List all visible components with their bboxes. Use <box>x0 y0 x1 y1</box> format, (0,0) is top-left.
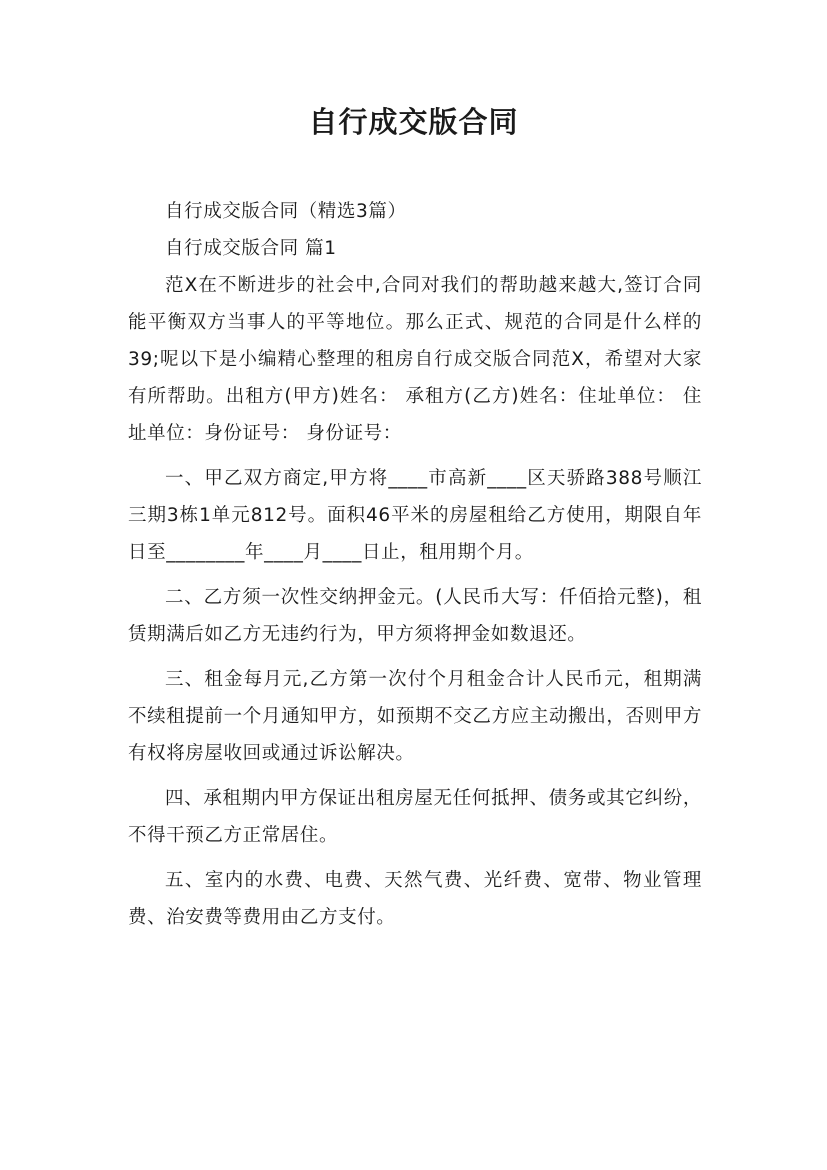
paragraph-clause-5: 五、室内的水费、电费、天然气费、光纤费、宽带、物业管理费、治安费等费用由乙方支付。 <box>128 870 702 928</box>
paragraph-clause-4: 四、承租期内甲方保证出租房屋无任何抵押、债务或其它纠纷，不得干预乙方正常居住。 <box>128 788 702 846</box>
section-heading: 自行成交版合同 篇1 <box>165 238 337 259</box>
paragraph-clause-3: 三、租金每月元,乙方第一次付个月租金合计人民币元，租期满不续租提前一个月通知甲方，如预期不交乙方应主动搬出，否则甲方有权将房屋收回或通过诉讼解决。 <box>128 669 702 764</box>
document-title: 自行成交版合同 <box>308 105 519 139</box>
paragraph-clause-2: 二、乙方须一次性交纳押金元。(人民币大写：仟佰拾元整)，租赁期满后如乙方无违约行为，甲方须将押金如数退还。 <box>128 587 702 645</box>
document-body <box>128 193 702 944</box>
paragraph-intro: 范X在不断进步的社会中,合同对我们的帮助越来越大,签订合同能平衡双方当事人的平等地位。那么正式、规范的合同是什么样的39;呢以下是小编精心整理的租房自行成交版合同范X，希望对大家有所帮助。出租方(甲方)姓名： 承租方(乙方)姓名：住址单位： 住址单位：身份证号： 身份证号： <box>128 275 702 444</box>
document-subtitle: 自行成交版合同（精选3篇） <box>165 201 407 222</box>
paragraph-clause-1: 一、甲乙双方商定,甲方将____市高新____区天骄路388号顺江三期3栋1单元812号。面积46平米的房屋租给乙方使用，期限自年日至________年____月____日止，租用期个月。 <box>128 468 702 563</box>
